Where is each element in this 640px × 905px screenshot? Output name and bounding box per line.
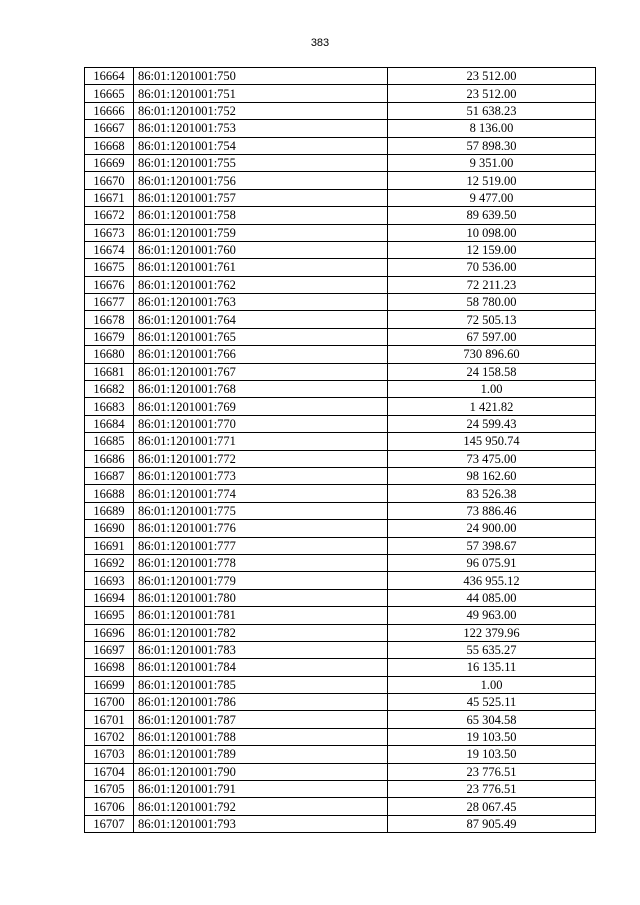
cadastral-number: 86:01:1201001:757 <box>134 189 388 206</box>
cadastral-number: 86:01:1201001:755 <box>134 154 388 171</box>
cadastral-number: 86:01:1201001:759 <box>134 224 388 241</box>
cadastral-value: 23 512.00 <box>388 85 596 102</box>
cadastral-value: 70 536.00 <box>388 259 596 276</box>
table-row <box>85 502 596 519</box>
table-row <box>85 102 596 119</box>
table-row <box>85 746 596 763</box>
cadastral-value: 10 098.00 <box>388 224 596 241</box>
cadastral-number: 86:01:1201001:750 <box>134 68 388 85</box>
cadastral-number: 86:01:1201001:777 <box>134 537 388 554</box>
table-row <box>85 711 596 728</box>
row-number: 16681 <box>85 363 134 380</box>
page-number: 383 <box>310 37 330 49</box>
cadastral-value: 19 103.50 <box>388 728 596 745</box>
cadastral-number: 86:01:1201001:762 <box>134 276 388 293</box>
cadastral-value: 28 067.45 <box>388 798 596 815</box>
cadastral-value: 73 886.46 <box>388 502 596 519</box>
table-row <box>85 68 596 85</box>
row-number: 16700 <box>85 694 134 711</box>
row-number: 16701 <box>85 711 134 728</box>
cadastral-value: 58 780.00 <box>388 294 596 311</box>
row-number: 16702 <box>85 728 134 745</box>
table-row <box>85 624 596 641</box>
row-number: 16682 <box>85 381 134 398</box>
cadastral-value: 24 599.43 <box>388 415 596 432</box>
cadastral-number: 86:01:1201001:780 <box>134 589 388 606</box>
table-row <box>85 189 596 206</box>
row-number: 16669 <box>85 154 134 171</box>
cadastral-number: 86:01:1201001:785 <box>134 676 388 693</box>
row-number: 16672 <box>85 207 134 224</box>
cadastral-number: 86:01:1201001:758 <box>134 207 388 224</box>
table-row <box>85 172 596 189</box>
cadastral-number: 86:01:1201001:751 <box>134 85 388 102</box>
table-row <box>85 398 596 415</box>
cadastral-number: 86:01:1201001:784 <box>134 659 388 676</box>
table-row <box>85 311 596 328</box>
cadastral-number: 86:01:1201001:754 <box>134 137 388 154</box>
table-row <box>85 467 596 484</box>
cadastral-value: 8 136.00 <box>388 120 596 137</box>
cadastral-value: 72 505.13 <box>388 311 596 328</box>
cadastral-value: 122 379.96 <box>388 624 596 641</box>
cadastral-number: 86:01:1201001:768 <box>134 381 388 398</box>
table-row <box>85 346 596 363</box>
row-number: 16705 <box>85 781 134 798</box>
cadastral-value: 45 525.11 <box>388 694 596 711</box>
table-row <box>85 207 596 224</box>
row-number: 16675 <box>85 259 134 276</box>
table-row <box>85 276 596 293</box>
row-number: 16689 <box>85 502 134 519</box>
cadastral-value: 730 896.60 <box>388 346 596 363</box>
cadastral-value: 1 421.82 <box>388 398 596 415</box>
cadastral-number: 86:01:1201001:753 <box>134 120 388 137</box>
table-row <box>85 781 596 798</box>
cadastral-number: 86:01:1201001:774 <box>134 485 388 502</box>
row-number: 16680 <box>85 346 134 363</box>
cadastral-number: 86:01:1201001:775 <box>134 502 388 519</box>
cadastral-value: 57 898.30 <box>388 137 596 154</box>
cadastral-number: 86:01:1201001:779 <box>134 572 388 589</box>
row-number: 16699 <box>85 676 134 693</box>
cadastral-number: 86:01:1201001:783 <box>134 641 388 658</box>
cadastral-value: 24 158.58 <box>388 363 596 380</box>
table-row <box>85 763 596 780</box>
table-body <box>85 68 596 833</box>
cadastral-number: 86:01:1201001:792 <box>134 798 388 815</box>
cadastral-number: 86:01:1201001:756 <box>134 172 388 189</box>
cadastral-value: 145 950.74 <box>388 433 596 450</box>
cadastral-value: 9 477.00 <box>388 189 596 206</box>
cadastral-number: 86:01:1201001:786 <box>134 694 388 711</box>
row-number: 16703 <box>85 746 134 763</box>
cadastral-value: 12 159.00 <box>388 241 596 258</box>
row-number: 16666 <box>85 102 134 119</box>
cadastral-value: 87 905.49 <box>388 815 596 832</box>
table-row <box>85 520 596 537</box>
table-row <box>85 415 596 432</box>
row-number: 16691 <box>85 537 134 554</box>
table-row <box>85 798 596 815</box>
row-number: 16676 <box>85 276 134 293</box>
table-row <box>85 728 596 745</box>
cadastral-value: 44 085.00 <box>388 589 596 606</box>
table-row <box>85 554 596 571</box>
cadastral-value: 51 638.23 <box>388 102 596 119</box>
table-row <box>85 120 596 137</box>
row-number: 16684 <box>85 415 134 432</box>
row-number: 16707 <box>85 815 134 832</box>
cadastral-number: 86:01:1201001:790 <box>134 763 388 780</box>
cadastral-number: 86:01:1201001:766 <box>134 346 388 363</box>
table-row <box>85 485 596 502</box>
cadastral-value: 98 162.60 <box>388 467 596 484</box>
cadastral-value: 73 475.00 <box>388 450 596 467</box>
table-row <box>85 641 596 658</box>
table-row <box>85 589 596 606</box>
row-number: 16671 <box>85 189 134 206</box>
cadastral-number: 86:01:1201001:787 <box>134 711 388 728</box>
cadastral-number: 86:01:1201001:793 <box>134 815 388 832</box>
row-number: 16685 <box>85 433 134 450</box>
table-row <box>85 328 596 345</box>
cadastral-number: 86:01:1201001:778 <box>134 554 388 571</box>
row-number: 16704 <box>85 763 134 780</box>
cadastral-value: 67 597.00 <box>388 328 596 345</box>
table-row <box>85 259 596 276</box>
table-row <box>85 381 596 398</box>
cadastral-value: 96 075.91 <box>388 554 596 571</box>
cadastral-number: 86:01:1201001:769 <box>134 398 388 415</box>
row-number: 16687 <box>85 467 134 484</box>
cadastral-value: 12 519.00 <box>388 172 596 189</box>
cadastral-number: 86:01:1201001:781 <box>134 607 388 624</box>
row-number: 16679 <box>85 328 134 345</box>
row-number: 16665 <box>85 85 134 102</box>
table-row <box>85 294 596 311</box>
row-number: 16692 <box>85 554 134 571</box>
table-row <box>85 137 596 154</box>
row-number: 16697 <box>85 641 134 658</box>
table-row <box>85 224 596 241</box>
row-number: 16683 <box>85 398 134 415</box>
table-row <box>85 676 596 693</box>
cadastral-number: 86:01:1201001:764 <box>134 311 388 328</box>
row-number: 16706 <box>85 798 134 815</box>
table-row <box>85 241 596 258</box>
table-row <box>85 154 596 171</box>
cadastral-value: 16 135.11 <box>388 659 596 676</box>
cadastral-value: 23 776.51 <box>388 781 596 798</box>
cadastral-value: 19 103.50 <box>388 746 596 763</box>
table-row <box>85 433 596 450</box>
cadastral-number: 86:01:1201001:791 <box>134 781 388 798</box>
table-row <box>85 659 596 676</box>
row-number: 16674 <box>85 241 134 258</box>
cadastral-number: 86:01:1201001:767 <box>134 363 388 380</box>
row-number: 16695 <box>85 607 134 624</box>
cadastral-number: 86:01:1201001:752 <box>134 102 388 119</box>
cadastral-number: 86:01:1201001:760 <box>134 241 388 258</box>
cadastral-value: 72 211.23 <box>388 276 596 293</box>
cadastral-value: 23 512.00 <box>388 68 596 85</box>
table-row <box>85 607 596 624</box>
cadastral-number: 86:01:1201001:761 <box>134 259 388 276</box>
row-number: 16667 <box>85 120 134 137</box>
table-row <box>85 572 596 589</box>
cadastral-value: 23 776.51 <box>388 763 596 780</box>
table-row <box>85 694 596 711</box>
row-number: 16668 <box>85 137 134 154</box>
cadastral-value: 1.00 <box>388 381 596 398</box>
row-number: 16673 <box>85 224 134 241</box>
row-number: 16696 <box>85 624 134 641</box>
row-number: 16677 <box>85 294 134 311</box>
cadastral-number: 86:01:1201001:773 <box>134 467 388 484</box>
cadastral-value-table <box>84 67 596 833</box>
cadastral-number: 86:01:1201001:771 <box>134 433 388 450</box>
table-row <box>85 537 596 554</box>
cadastral-number: 86:01:1201001:776 <box>134 520 388 537</box>
cadastral-value: 24 900.00 <box>388 520 596 537</box>
cadastral-number: 86:01:1201001:770 <box>134 415 388 432</box>
table-row <box>85 363 596 380</box>
row-number: 16664 <box>85 68 134 85</box>
row-number: 16698 <box>85 659 134 676</box>
cadastral-number: 86:01:1201001:782 <box>134 624 388 641</box>
row-number: 16686 <box>85 450 134 467</box>
row-number: 16688 <box>85 485 134 502</box>
cadastral-number: 86:01:1201001:788 <box>134 728 388 745</box>
cadastral-value: 436 955.12 <box>388 572 596 589</box>
cadastral-value: 1.00 <box>388 676 596 693</box>
cadastral-number: 86:01:1201001:789 <box>134 746 388 763</box>
table-row <box>85 85 596 102</box>
cadastral-value: 55 635.27 <box>388 641 596 658</box>
row-number: 16678 <box>85 311 134 328</box>
row-number: 16693 <box>85 572 134 589</box>
cadastral-value: 9 351.00 <box>388 154 596 171</box>
cadastral-number: 86:01:1201001:763 <box>134 294 388 311</box>
table-row <box>85 450 596 467</box>
cadastral-value: 57 398.67 <box>388 537 596 554</box>
row-number: 16694 <box>85 589 134 606</box>
cadastral-value: 83 526.38 <box>388 485 596 502</box>
cadastral-value: 89 639.50 <box>388 207 596 224</box>
table-row <box>85 815 596 832</box>
cadastral-number: 86:01:1201001:765 <box>134 328 388 345</box>
cadastral-value: 49 963.00 <box>388 607 596 624</box>
cadastral-number: 86:01:1201001:772 <box>134 450 388 467</box>
cadastral-value: 65 304.58 <box>388 711 596 728</box>
row-number: 16670 <box>85 172 134 189</box>
row-number: 16690 <box>85 520 134 537</box>
